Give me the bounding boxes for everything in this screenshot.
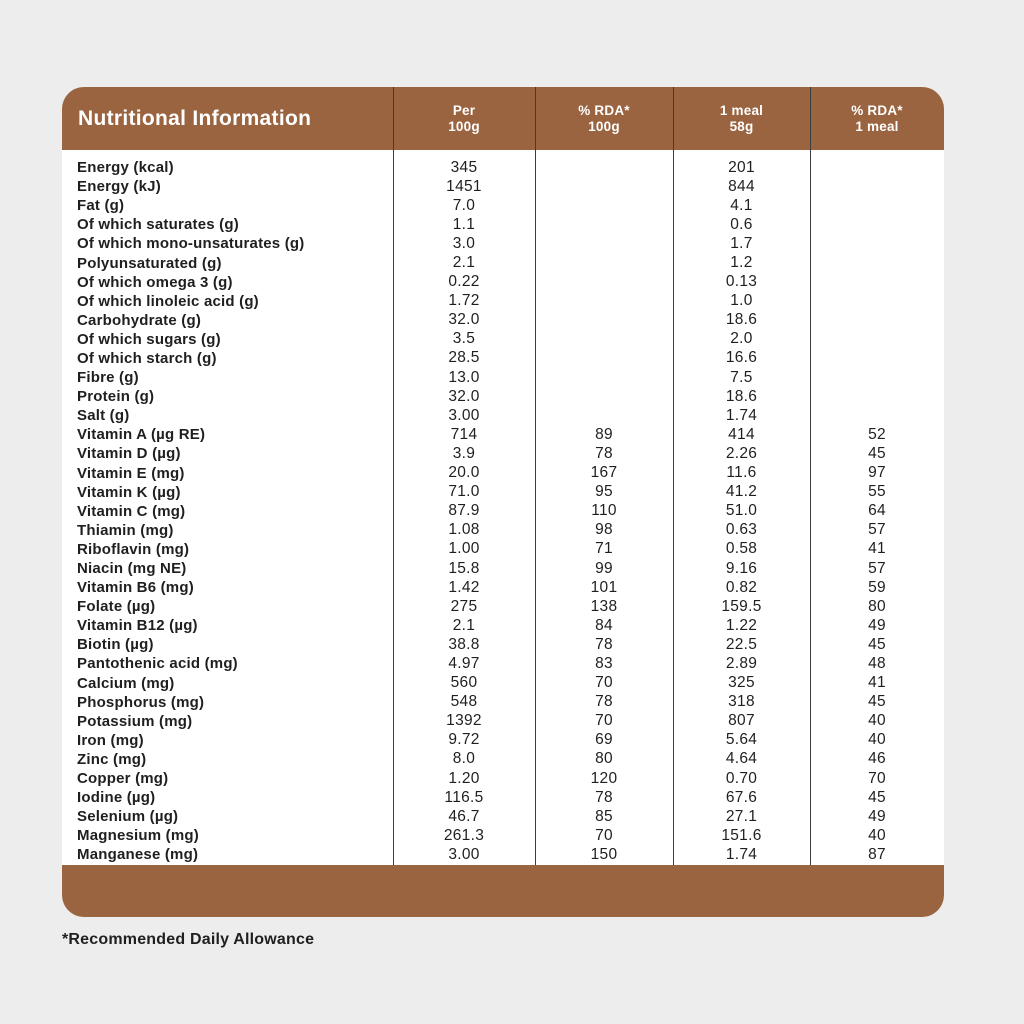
row-value: 2.1 [452, 616, 476, 634]
table-row [62, 654, 944, 673]
row-value: 201 [728, 158, 755, 176]
row-value: 87 [868, 845, 886, 863]
table-row [62, 177, 944, 196]
row-value: 20.0 [448, 464, 480, 482]
table-row [62, 234, 944, 253]
table-row [62, 483, 944, 502]
row-value: 40 [868, 826, 886, 844]
row-value: 11.6 [726, 464, 757, 482]
table-row [62, 616, 944, 635]
row-value: 560 [450, 674, 478, 692]
row-value: 40 [868, 712, 886, 730]
row-value: 45 [868, 635, 886, 653]
table-row [62, 559, 944, 578]
row-value: 70 [595, 674, 613, 692]
row-value: 1.22 [725, 616, 758, 634]
row-value: 3.0 [452, 234, 476, 252]
table-row [62, 693, 944, 712]
row-value: 15.8 [448, 559, 480, 577]
row-value: 714 [450, 425, 478, 443]
row-label: Magnesium (mg) [77, 827, 199, 845]
column-divider [810, 87, 811, 865]
row-value: 2.1 [452, 254, 476, 272]
column-divider [673, 87, 674, 865]
table-row [62, 349, 944, 368]
row-value: 85 [595, 807, 613, 825]
table-row [62, 845, 944, 864]
row-label: Zinc (mg) [77, 750, 147, 768]
row-value: 1.42 [448, 578, 480, 596]
table-row [62, 330, 944, 349]
row-value: 116.5 [444, 788, 484, 806]
row-value: 67.6 [725, 788, 758, 806]
row-value: 38.8 [448, 635, 480, 653]
table-row [62, 750, 944, 769]
row-label: Carbohydrate (g) [77, 311, 202, 329]
row-label: Protein (g) [77, 388, 155, 406]
row-value: 87.9 [448, 502, 480, 520]
row-label: Fat (g) [77, 197, 125, 215]
row-value: 101 [590, 578, 618, 596]
row-label: Vitamin B6 (mg) [77, 579, 194, 597]
table-row [62, 273, 944, 292]
table-row [62, 826, 944, 845]
column-header-rda-100g [535, 103, 673, 135]
row-value: 4.97 [448, 654, 480, 672]
row-value: 275 [450, 597, 478, 615]
row-value: 1.72 [448, 292, 480, 310]
row-value: 1.08 [448, 521, 480, 539]
row-label: Biotin (µg) [77, 636, 154, 654]
row-value: 69 [595, 731, 613, 749]
row-label: Vitamin K (µg) [77, 483, 181, 501]
row-value: 150 [590, 845, 618, 863]
row-label: Energy (kcal) [77, 159, 174, 177]
row-label: Iodine (µg) [77, 789, 156, 807]
row-label: Thiamin (mg) [77, 521, 174, 539]
row-label: Of which sugars (g) [77, 330, 221, 348]
table-row [62, 540, 944, 559]
table-row [62, 158, 944, 177]
row-label: Vitamin E (mg) [77, 464, 185, 482]
row-value: 97 [868, 464, 886, 482]
row-label: Vitamin A (µg RE) [77, 426, 206, 444]
row-value: 7.5 [730, 368, 753, 386]
row-value: 1392 [446, 712, 482, 730]
table-row [62, 807, 944, 826]
row-value: 22.5 [725, 635, 758, 653]
row-value: 2.89 [725, 654, 758, 672]
column-header-line: 58g [729, 118, 754, 134]
column-header-line: 1 meal [855, 118, 899, 134]
row-value: 80 [595, 750, 613, 768]
row-value: 4.1 [730, 196, 753, 214]
row-value: 98 [595, 521, 613, 539]
row-value: 80 [868, 597, 886, 615]
row-value: 4.64 [725, 750, 758, 768]
row-value: 59 [868, 578, 886, 596]
row-value: 78 [595, 693, 613, 711]
row-value: 1.0 [730, 292, 753, 310]
row-value: 78 [595, 444, 613, 462]
row-label: Riboflavin (mg) [77, 540, 190, 558]
row-value: 0.58 [725, 540, 758, 558]
row-value: 84 [595, 616, 613, 634]
table-row [62, 769, 944, 788]
row-value: 78 [595, 635, 613, 653]
row-value: 41 [868, 674, 886, 692]
row-value: 1.7 [730, 234, 753, 252]
table-row [62, 674, 944, 693]
row-value: 89 [595, 425, 613, 443]
table-body [62, 150, 944, 865]
row-value: 159.5 [721, 597, 762, 615]
table-row [62, 406, 944, 425]
row-value: 3.00 [448, 406, 480, 424]
row-value: 414 [728, 425, 755, 443]
row-value: 548 [450, 693, 478, 711]
row-value: 9.72 [448, 731, 480, 749]
row-label: Iron (mg) [77, 731, 144, 749]
row-label: Salt (g) [77, 407, 130, 425]
row-label: Of which linoleic acid (g) [77, 292, 259, 310]
row-label: Energy (kJ) [77, 178, 161, 196]
nutrition-table-card [62, 87, 944, 917]
row-value: 2.0 [730, 330, 753, 348]
row-value: 49 [868, 616, 886, 634]
table-row [62, 311, 944, 330]
row-value: 18.6 [725, 387, 758, 405]
row-label: Of which mono-unsaturates (g) [77, 235, 305, 253]
row-value: 151.6 [721, 826, 762, 844]
column-header-line: 1 meal [719, 102, 764, 118]
row-value: 95 [595, 483, 613, 501]
row-value: 70 [595, 712, 613, 730]
row-label: Selenium (µg) [77, 808, 179, 826]
table-row [62, 196, 944, 215]
row-value: 1.74 [725, 406, 758, 424]
column-header-rda-1-meal [810, 103, 944, 135]
row-value: 1451 [446, 177, 482, 195]
table-row [62, 521, 944, 540]
table-header-row [62, 87, 944, 150]
row-label: Vitamin C (mg) [77, 502, 186, 520]
table-row [62, 597, 944, 616]
row-value: 7.0 [452, 196, 476, 214]
table-row [62, 368, 944, 387]
table-row [62, 502, 944, 521]
table-row [62, 425, 944, 444]
row-value: 3.5 [452, 330, 476, 348]
row-value: 110 [591, 502, 617, 520]
row-value: 55 [868, 483, 886, 501]
table-row [62, 731, 944, 750]
row-value: 3.00 [448, 845, 480, 863]
row-label: Copper (mg) [77, 770, 169, 788]
row-value: 16.6 [725, 349, 758, 367]
table-title: Nutritional Information [78, 106, 312, 130]
column-header-line: 100g [448, 118, 480, 134]
row-value: 318 [728, 693, 755, 711]
column-header-line: % RDA* [578, 102, 630, 118]
row-label: Of which omega 3 (g) [77, 273, 233, 291]
row-value: 1.2 [730, 254, 753, 272]
row-value: 57 [868, 521, 886, 539]
row-value: 345 [450, 158, 478, 176]
footer-band [62, 865, 944, 917]
row-value: 5.64 [725, 731, 758, 749]
rda-footnote: *Recommended Daily Allowance [62, 931, 315, 948]
column-header-per-100g [393, 103, 535, 135]
row-value: 99 [595, 559, 613, 577]
row-value: 1.00 [448, 540, 480, 558]
column-divider [393, 87, 394, 865]
row-label: Pantothenic acid (mg) [77, 655, 238, 673]
row-value: 0.13 [725, 273, 758, 291]
row-value: 83 [595, 654, 613, 672]
row-value: 807 [728, 712, 755, 730]
row-value: 9.16 [725, 559, 758, 577]
row-value: 120 [590, 769, 618, 787]
row-value: 0.82 [725, 578, 758, 596]
row-label: Potassium (mg) [77, 712, 193, 730]
row-value: 64 [868, 502, 886, 520]
table-row [62, 215, 944, 234]
row-value: 45 [868, 444, 886, 462]
row-value: 1.74 [725, 845, 758, 863]
row-value: 28.5 [448, 349, 480, 367]
row-value: 325 [728, 674, 755, 692]
row-value: 0.6 [730, 215, 753, 233]
row-value: 70 [868, 769, 886, 787]
row-label: Vitamin D (µg) [77, 445, 181, 463]
row-label: Folate (µg) [77, 598, 156, 616]
row-value: 51.0 [725, 502, 758, 520]
row-value: 2.26 [725, 444, 758, 462]
row-value: 70 [595, 826, 613, 844]
row-label: Of which saturates (g) [77, 216, 239, 234]
row-value: 71.0 [448, 483, 480, 501]
row-label: Manganese (mg) [77, 846, 199, 864]
row-value: 46 [868, 750, 886, 768]
row-label: Vitamin B12 (µg) [77, 617, 198, 635]
row-value: 0.22 [448, 273, 480, 291]
row-value: 27.1 [725, 807, 758, 825]
table-row [62, 292, 944, 311]
row-value: 71 [595, 540, 613, 558]
row-label: Calcium (mg) [77, 674, 175, 692]
table-row [62, 444, 944, 463]
row-value: 13.0 [448, 368, 480, 386]
row-value: 52 [868, 425, 886, 443]
row-value: 0.63 [725, 521, 758, 539]
row-value: 0.70 [725, 769, 758, 787]
row-value: 41 [868, 540, 886, 558]
row-value: 45 [868, 693, 886, 711]
row-value: 45 [868, 788, 886, 806]
row-label: Fibre (g) [77, 369, 139, 387]
column-header-1-meal [673, 103, 810, 135]
row-label: Polyunsaturated (g) [77, 254, 222, 272]
row-value: 48 [868, 654, 886, 672]
row-label: Niacin (mg NE) [77, 560, 187, 578]
table-row [62, 635, 944, 654]
row-value: 844 [728, 177, 755, 195]
row-value: 46.7 [448, 807, 480, 825]
row-value: 57 [868, 559, 886, 577]
row-value: 167 [590, 464, 618, 482]
column-divider [535, 87, 536, 865]
row-label: Phosphorus (mg) [77, 693, 205, 711]
table-row [62, 712, 944, 731]
row-value: 8.0 [452, 750, 476, 768]
table-row [62, 253, 944, 272]
row-value: 18.6 [725, 311, 758, 329]
row-value: 261.3 [443, 826, 485, 844]
row-value: 1.1 [452, 215, 476, 233]
column-header-line: Per [452, 102, 476, 118]
column-header-line: 100g [588, 118, 620, 134]
column-header-line: % RDA* [851, 102, 903, 118]
row-value: 32.0 [448, 311, 480, 329]
row-value: 138 [590, 597, 618, 615]
row-value: 32.0 [448, 387, 480, 405]
row-value: 78 [595, 788, 613, 806]
row-value: 49 [868, 807, 886, 825]
row-value: 3.9 [452, 444, 476, 462]
row-label: Of which starch (g) [77, 349, 217, 367]
table-row [62, 578, 944, 597]
row-value: 41.2 [725, 483, 758, 501]
table-row [62, 387, 944, 406]
table-row [62, 464, 944, 483]
row-value: 1.20 [448, 769, 480, 787]
row-value: 40 [868, 731, 886, 749]
table-row [62, 788, 944, 807]
